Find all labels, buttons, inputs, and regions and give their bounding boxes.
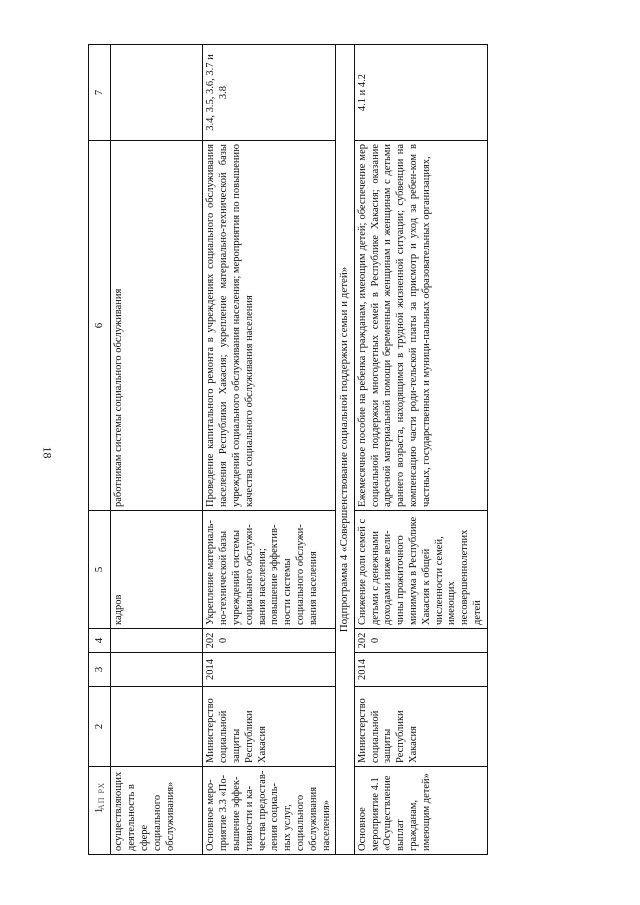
expected-result-cell: кадров: [111, 511, 203, 629]
measure-name-cell: осуществляющих деятельность в сфере социального обслуживания»: [111, 767, 203, 855]
start-year-cell: 2014: [203, 653, 336, 687]
measures-table: [88, 44, 488, 855]
end-year-cell: 2020: [203, 629, 336, 653]
expected-result-cell: Укрепление материаль-но-технической базы учреждений системы социального обслужи-вания населения; повышение эффектив-ности системы социального обслужи-вания населения: [203, 511, 336, 629]
expected-result-cell: Снижение доли семей с детьми с денежными доходами ниже вели-чины прожиточного минимума в Республике Хакасия к общей численности семей, имеющих несовершеннолетних детей: [354, 511, 487, 629]
header-cell: 1: [89, 767, 111, 855]
header-cell: 7: [89, 45, 111, 141]
executor-cell: [111, 687, 203, 767]
table-row: [354, 45, 487, 855]
activities-cell: Проведение капитального ремонта в учреждениях социального обслуживания населения Республики Хакасия; укрепление материально-технической базы учреждений социального обслуживания населения; мероприятия по повышению качества социального обслуживания населения: [203, 141, 336, 511]
end-year-cell: [111, 629, 203, 653]
header-cell: 4: [89, 629, 111, 653]
measure-name-cell: Основное мероприятие 4.1 «Осуществление выплат гражданам, имеющим детей»: [354, 767, 487, 855]
subprogram-row: [336, 45, 354, 855]
end-year-cell: 2020: [354, 629, 487, 653]
rotated-table-container: [88, 45, 588, 855]
table-row: [111, 45, 203, 855]
indicators-cell: 3.4, 3.5, 3.6, 3.7 и 3.8: [203, 45, 336, 141]
measure-name-cell: Основное меро-приятие 3.3 «По-вышение эффек-тивности и ка-чества предостав-ления социаль-ных услуг, социального обслуживания населения»: [203, 767, 336, 855]
activities-cell: работникам системы социального обслуживания: [111, 141, 203, 511]
indicators-cell: [111, 45, 203, 141]
page-number: 18: [40, 446, 55, 459]
header-cell: 2: [89, 687, 111, 767]
footer-note: АП РХ: [97, 781, 106, 810]
table-row: [203, 45, 336, 855]
activities-cell: Ежемесячное пособие на ребенка гражданам, имеющим детей; обеспечение мер социальной поддержки многодетных семей в Республике Хакасия; оказание адресной материальной помощи беременным женщинам и женщинам с детьми раннего возраста, находящимся в трудной жизненной ситуации; субвенции на компенсацию части роди-тельской платы за присмотр и уход за ребен-ком в частных, государственных и муници-пальных образовательных организациях,: [354, 141, 487, 511]
subprogram-title: Подпрограмма 4 «Совершенствование социальной поддержки семьи и детей»: [336, 45, 354, 855]
header-cell: 5: [89, 511, 111, 629]
start-year-cell: [111, 653, 203, 687]
header-cell: 6: [89, 141, 111, 511]
header-cell: 3: [89, 653, 111, 687]
executor-cell: Министерство социальной защиты Республики Хакасия: [203, 687, 336, 767]
indicators-cell: 4.1 и 4.2: [354, 45, 487, 141]
start-year-cell: 2014: [354, 653, 487, 687]
executor-cell: Министерство социальной защиты Республики Хакасия: [354, 687, 487, 767]
header-row: [89, 45, 111, 855]
